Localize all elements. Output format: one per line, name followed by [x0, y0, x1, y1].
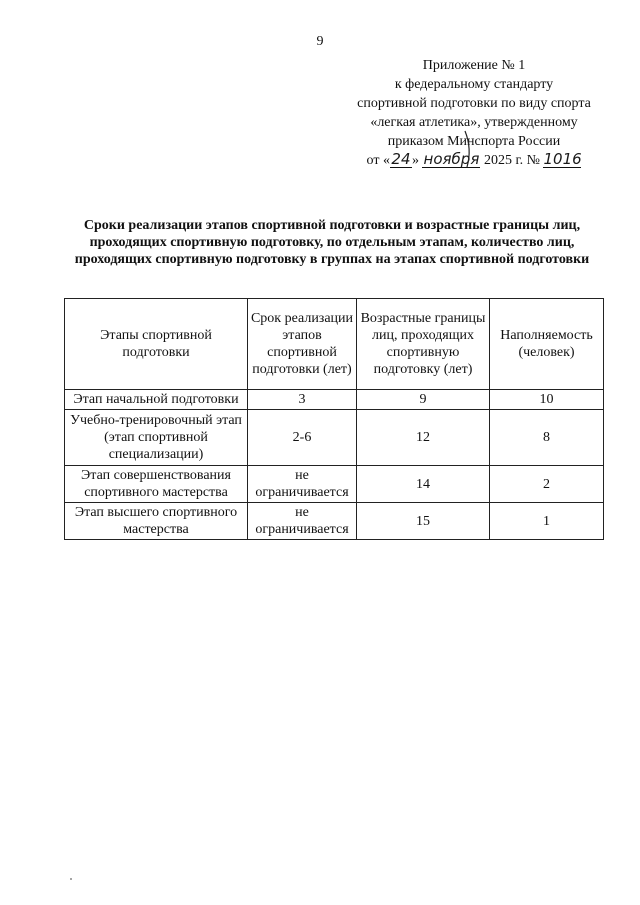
appendix-line-1: Приложение № 1	[422, 58, 526, 73]
stage-group-size: 8	[490, 410, 604, 466]
stage-name: Этап совершенствования спортивного мастерства	[65, 466, 248, 503]
stage-group-size: 10	[490, 390, 604, 410]
header-duration: Срок реализации этапов спортивной подготовки (лет)	[248, 299, 357, 390]
date-mid: »	[411, 153, 419, 168]
handwritten-order-number: 1016	[543, 150, 582, 168]
stage-age: 9	[357, 390, 490, 410]
stage-age: 14	[357, 466, 490, 503]
stages-table	[64, 298, 604, 540]
appendix-line-3: спортивной подготовки по виду спорта	[357, 96, 591, 111]
stage-duration: не ограничивается	[248, 466, 357, 503]
header-stages: Этапы спортивной подготовки	[65, 299, 248, 390]
stage-name: Этап начальной подготовки	[65, 390, 248, 410]
year-text: 2025 г. №	[483, 153, 540, 168]
appendix-line-4: «легкая атлетика», утвержденному	[370, 115, 578, 130]
table-header-row	[65, 299, 604, 390]
stage-name: Этап высшего спортивного мастерства	[65, 503, 248, 540]
scan-dot	[70, 878, 72, 880]
stage-duration: 2-6	[248, 410, 357, 466]
table-row	[65, 466, 604, 503]
table-row	[65, 390, 604, 410]
handwritten-month: ноября	[423, 150, 480, 168]
appendix-line-2: к федеральному стандарту	[394, 77, 554, 92]
table-row	[65, 410, 604, 466]
stage-group-size: 1	[490, 503, 604, 540]
stage-name: Учебно-тренировочный этап (этап спортивной специализации)	[65, 410, 248, 466]
stage-age: 12	[357, 410, 490, 466]
date-prefix: от «	[366, 153, 390, 168]
signature-stroke-icon	[461, 129, 479, 169]
stage-age: 15	[357, 503, 490, 540]
header-age-limits: Возрастные границы лиц, проходящих спортивную подготовку (лет)	[357, 299, 490, 390]
handwritten-day: 24	[391, 150, 411, 168]
stage-group-size: 2	[490, 466, 604, 503]
order-date-line	[367, 151, 582, 170]
document-title: Сроки реализации этапов спортивной подготовки и возрастные границы лиц, проходящих спортивную подготовку, по отдельным этапам, количество лиц, проходящих спортивную подготовку в группах на этапах спортивной подготовки	[74, 218, 590, 267]
header-group-size: Наполняемость (человек)	[490, 299, 604, 390]
appendix-line-5: приказом Минспорта России	[387, 134, 561, 149]
page-number: 9	[316, 34, 324, 49]
stage-duration: не ограничивается	[248, 503, 357, 540]
appendix-header	[340, 56, 608, 170]
table-row	[65, 503, 604, 540]
stage-duration: 3	[248, 390, 357, 410]
